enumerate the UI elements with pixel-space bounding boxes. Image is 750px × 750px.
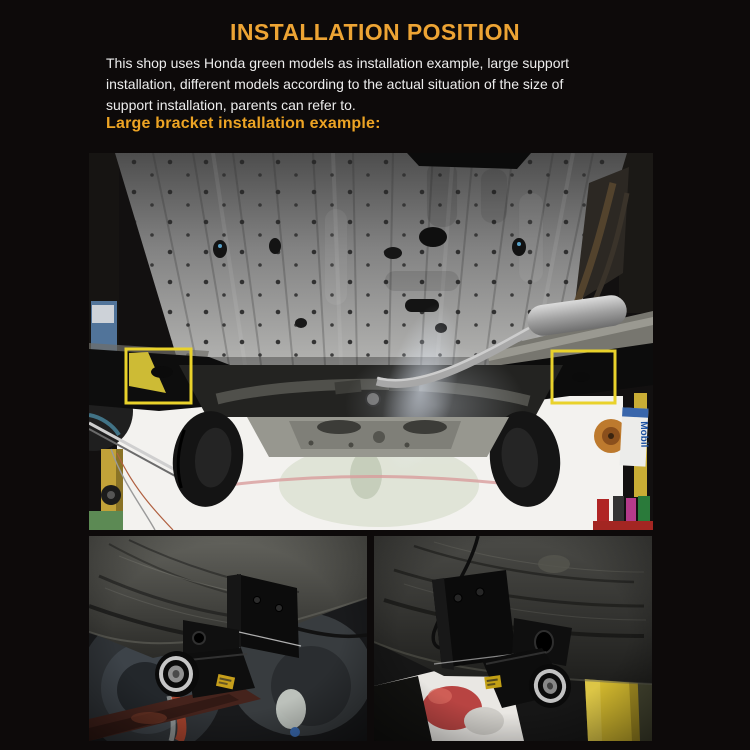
left-bracket-spot <box>151 366 173 378</box>
description-text <box>106 53 646 115</box>
underbody-photo-illustration <box>89 153 653 530</box>
description-line-2: installation, different models according to the actual situation of the size of <box>106 75 564 92</box>
main-photo-underbody <box>89 153 653 530</box>
page-title: INSTALLATION POSITION <box>230 19 520 45</box>
mobil-box-label: Mobil <box>637 421 650 448</box>
right-bracket-spot <box>572 372 590 382</box>
example-subheading: Large bracket installation example: <box>106 115 381 132</box>
vignette <box>89 536 367 741</box>
front-subframe <box>247 417 509 457</box>
closeup-photo-left <box>89 536 367 741</box>
description-line-3: support installation, parents can refer to. <box>106 96 356 113</box>
description-line-1: This shop uses Honda green models as installation example, large support <box>106 55 570 71</box>
right-closeup-illustration <box>374 536 652 741</box>
closeup-photo-right <box>374 536 652 741</box>
left-closeup-illustration <box>89 536 367 741</box>
vignette <box>374 536 652 741</box>
